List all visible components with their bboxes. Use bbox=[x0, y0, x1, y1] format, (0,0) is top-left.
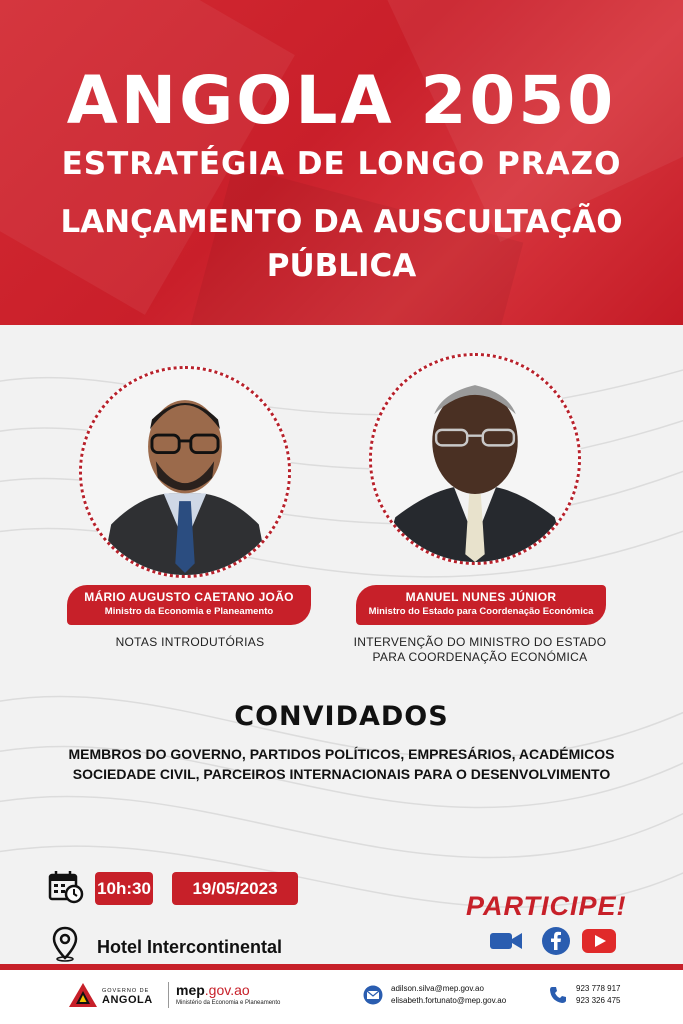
guests-heading: CONVIDADOS bbox=[234, 701, 449, 732]
launch-heading bbox=[60, 200, 623, 288]
page-subtitle: ESTRATÉGIA DE LONGO PRAZO bbox=[61, 146, 622, 182]
map-pin-icon bbox=[52, 926, 78, 962]
launch-heading-line-1: LANÇAMENTO DA AUSCULTAÇÃO bbox=[60, 204, 623, 240]
speaker-1-note-text: NOTAS INTRODUTÓRIAS bbox=[115, 635, 265, 649]
guests-line-2: SOCIEDADE CIVIL, PARCEIROS INTERNACIONAIS PARA O DESENVOLVIMENTO bbox=[72, 766, 611, 782]
participate-label: PARTICIPE! bbox=[466, 891, 627, 921]
gov-small-text: GOVERNO DE bbox=[102, 988, 150, 994]
speaker-2-role: Ministro do Estado para Coordenação Económica bbox=[368, 606, 594, 617]
speaker-1-name-plate bbox=[67, 585, 311, 625]
launch-heading-line-2: PÚBLICA bbox=[266, 248, 417, 284]
calendar-clock-icon bbox=[48, 870, 84, 904]
email-2[interactable]: elisabeth.fortunato@mep.gov.ao bbox=[391, 996, 507, 1005]
phone-2[interactable]: 923 326 475 bbox=[576, 996, 621, 1005]
speaker-1-role: Ministro da Economia e Planeamento bbox=[104, 606, 274, 617]
header-banner bbox=[0, 0, 683, 325]
youtube-icon[interactable] bbox=[581, 928, 617, 954]
event-time: 10h:30 bbox=[95, 872, 153, 905]
speaker-2-name-plate bbox=[356, 585, 606, 625]
speaker-1-note bbox=[60, 635, 320, 650]
speaker-1-photo bbox=[79, 366, 291, 578]
speaker-1-name: MÁRIO AUGUSTO CAETANO JOÃO bbox=[84, 590, 294, 604]
phone-icon bbox=[548, 985, 568, 1005]
government-logo-text bbox=[102, 988, 153, 1006]
speaker-2-note bbox=[330, 635, 630, 665]
guests-line-1: MEMBROS DO GOVERNO, PARTIDOS POLÍTICOS, EMPRESÁRIOS, ACADÉMICOS bbox=[68, 746, 615, 762]
email-1[interactable]: adilson.silva@mep.gov.ao bbox=[391, 984, 484, 993]
footer-divider bbox=[168, 982, 169, 1008]
facebook-icon[interactable] bbox=[541, 926, 571, 956]
gov-big-text: ANGOLA bbox=[102, 994, 153, 1006]
page-title: ANGOLA 2050 bbox=[66, 62, 617, 139]
speaker-2-name: MANUEL NUNES JÚNIOR bbox=[405, 590, 557, 604]
mep-site-name: mep bbox=[176, 982, 205, 998]
mep-site[interactable] bbox=[176, 982, 250, 998]
ministry-name: Ministério da Economia e Planeamento bbox=[176, 1000, 281, 1006]
speaker-2-note-line-1: INTERVENÇÃO DO MINISTRO DO ESTADO bbox=[353, 635, 607, 649]
video-camera-icon[interactable] bbox=[489, 928, 523, 954]
angola-emblem-icon bbox=[68, 982, 98, 1008]
contact-phones bbox=[576, 983, 621, 1007]
speaker-2-note-line-2: PARA COORDENAÇÃO ECONÓMICA bbox=[372, 650, 588, 664]
phone-1[interactable]: 923 778 917 bbox=[576, 984, 621, 993]
event-date: 19/05/2023 bbox=[172, 872, 298, 905]
contact-emails bbox=[391, 983, 506, 1007]
speaker-2-photo bbox=[369, 353, 581, 565]
email-icon bbox=[362, 985, 384, 1005]
mep-site-domain: .gov.ao bbox=[204, 982, 250, 998]
event-venue: Hotel Intercontinental bbox=[97, 937, 283, 957]
guests-list bbox=[20, 744, 663, 784]
